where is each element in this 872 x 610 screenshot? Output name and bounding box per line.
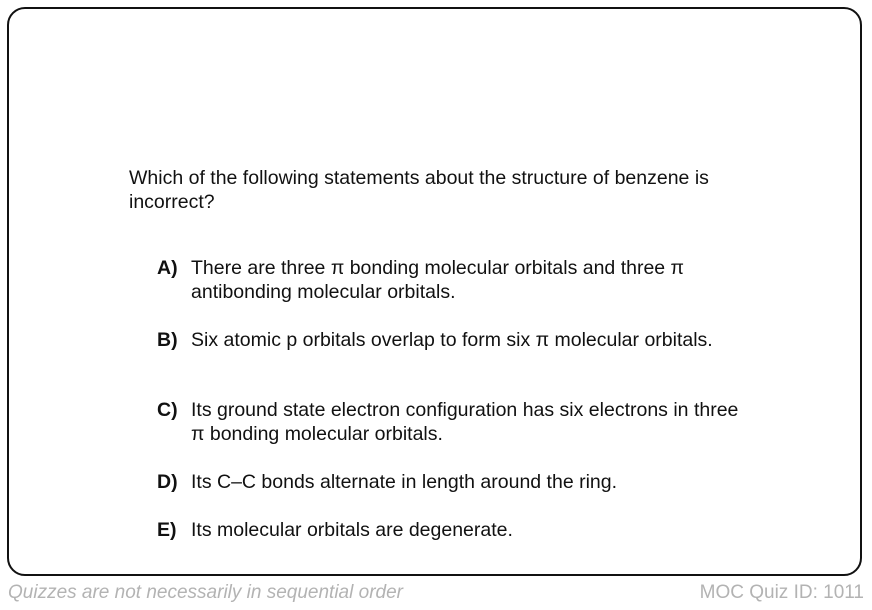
question-text: Which of the following statements about the structure of benzene is incorrect? (129, 167, 709, 213)
option-e-letter: E) (157, 519, 177, 541)
option-b-text: Six atomic p orbitals overlap to form six π molecular orbitals. (191, 329, 713, 351)
footer-note: Quizzes are not necessarily in sequential order (8, 582, 403, 603)
option-a-text: There are three π bonding molecular orbitals and three π antibonding molecular orbitals. (191, 257, 685, 303)
option-d[interactable] (157, 470, 751, 494)
quiz-id: MOC Quiz ID: 1011 (699, 582, 864, 603)
quiz-card (7, 7, 862, 576)
option-e[interactable] (157, 518, 751, 542)
option-a-letter: A) (157, 257, 178, 279)
option-d-letter: D) (157, 471, 178, 493)
option-c[interactable] (157, 398, 751, 446)
option-c-letter: C) (157, 399, 178, 421)
option-a[interactable] (157, 256, 751, 304)
option-d-text: Its C–C bonds alternate in length around the ring. (191, 471, 618, 493)
option-b-letter: B) (157, 329, 178, 351)
option-b[interactable] (157, 328, 751, 352)
option-c-text: Its ground state electron configuration has six electrons in three π bonding molecular orbitals. (191, 399, 739, 445)
option-e-text: Its molecular orbitals are degenerate. (191, 519, 513, 541)
